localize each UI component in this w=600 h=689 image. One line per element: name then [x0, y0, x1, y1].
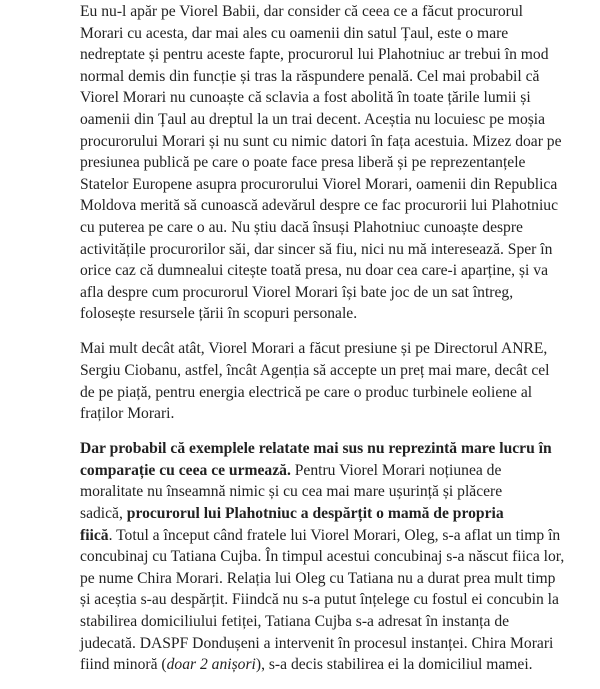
text-line: fraților Morari.	[80, 405, 175, 423]
text-line: presiunea publică pe care o poate face presa liberă și pe reprezentanțele	[80, 154, 526, 172]
text-line: normal demis din funcție și tras la răspundere penală. Cel mai probabil că	[80, 67, 540, 85]
text-line: pe nume Chira Morari. Relația lui Oleg cu Tatiana nu a durat prea mult timp	[80, 569, 556, 587]
plain-text: sadică,	[80, 505, 127, 523]
text-line	[80, 460, 560, 482]
plain-text: Pentru Viorel Morari noțiunea de	[290, 461, 502, 479]
text-line: stabilirea domiciliului fetiței, Tatiana Cujba s-a adresat în instanța de	[80, 613, 510, 631]
text-line: Statelor Europene asupra procurorului Viorel Morari, oamenii din Republica	[80, 175, 558, 193]
text-line: activitățile procurorilor săi, dar sincer să fiu, nici nu mă interesează. Sper în	[80, 240, 553, 258]
text-line	[80, 438, 560, 460]
text-line: Sergiu Ciobanu, astfel, încât Agenția să accepte un preț mai mare, decât cel	[80, 362, 550, 379]
text-line	[80, 654, 560, 676]
text-line: și aceștia s-au despărțit. Fiindcă nu s-a putut înțelege cu fostul ei concubin la	[80, 591, 559, 609]
plain-text: . Totul a început când fratele lui Viorel Morari, Oleg, s-a aflat un timp în	[108, 526, 561, 544]
plain-text: fiind minoră (	[80, 656, 167, 674]
bold-text: Dar probabil că exemplele relatate mai sus nu reprezintă mare lucru în	[80, 440, 552, 458]
text-line: Moldova merită să cunoască adevărul despre ce fac procurorii lui Plahotniuc	[80, 197, 559, 215]
bold-text: fiică	[80, 526, 109, 544]
text-line: procurorului Morari și nu sunt cu nimic datori în fața acestuia. Mizez doar pe	[80, 132, 562, 150]
text-line: Morari cu acesta, dar mai ales cu oamenii din satul Țaul, este o mare	[80, 24, 509, 42]
text-line: moralitate nu înseamnă nimic și cu cea mai mare ușurință și plăcere	[80, 483, 503, 501]
text-line	[80, 503, 560, 525]
text-line: de pe piață, pentru energia electrică pe care o produc turbinele eoliene al	[80, 383, 533, 401]
text-line: orice caz că dumnealui citește toată presa, nu doar cea care-i aparține, și va	[80, 262, 548, 280]
bold-text: comparație cu ceea ce urmează.	[80, 461, 291, 479]
italic-text: doar 2 anișori	[166, 656, 256, 674]
text-line: oamenii din Țaul au dreptul la un trai decent. Aceștia nu locuiesc pe moșia	[80, 110, 546, 128]
text-line	[80, 525, 560, 547]
bold-text: procurorul lui Plahotniuc a despărțit o mamă de propria	[126, 505, 504, 523]
text-line: cu puterea pe care o au. Nu știu dacă însuși Plahotniuc cunoaște despre	[80, 218, 523, 236]
paragraph-2	[80, 338, 560, 424]
text-line: afla despre cum procurorul Viorel Morari își bate joc de un sat întreg,	[80, 283, 514, 301]
text-line: Mai mult decât atât, Viorel Morari a făcut presiune și pe Directorul ANRE,	[80, 340, 548, 358]
text-line: folosește resursele țării în scopuri personale.	[80, 305, 358, 323]
paragraph-3	[80, 438, 565, 676]
text-line: Viorel Morari nu cunoaște că sclavia a fost abolită în toate țările lumii și	[80, 89, 531, 107]
text-line: concubinaj cu Tatiana Cujba. În timpul acestui concubinaj s-a născut fiica lor,	[80, 548, 565, 566]
text-line: judecată. DASPF Dondușeni a intervenit în procesul instanței. Chira Morari	[80, 634, 554, 652]
text-line: nedreptate și pentru aceste fapte, procurorul lui Plahotniuc ar trebui în mod	[80, 46, 549, 64]
text-line: Eu nu-l apăr pe Viorel Babii, dar consider că ceea ce a făcut procurorul	[80, 3, 523, 20]
paragraph-1	[80, 1, 560, 325]
plain-text: ), s-a decis stabilirea ei la domiciliul mamei.	[255, 656, 533, 674]
